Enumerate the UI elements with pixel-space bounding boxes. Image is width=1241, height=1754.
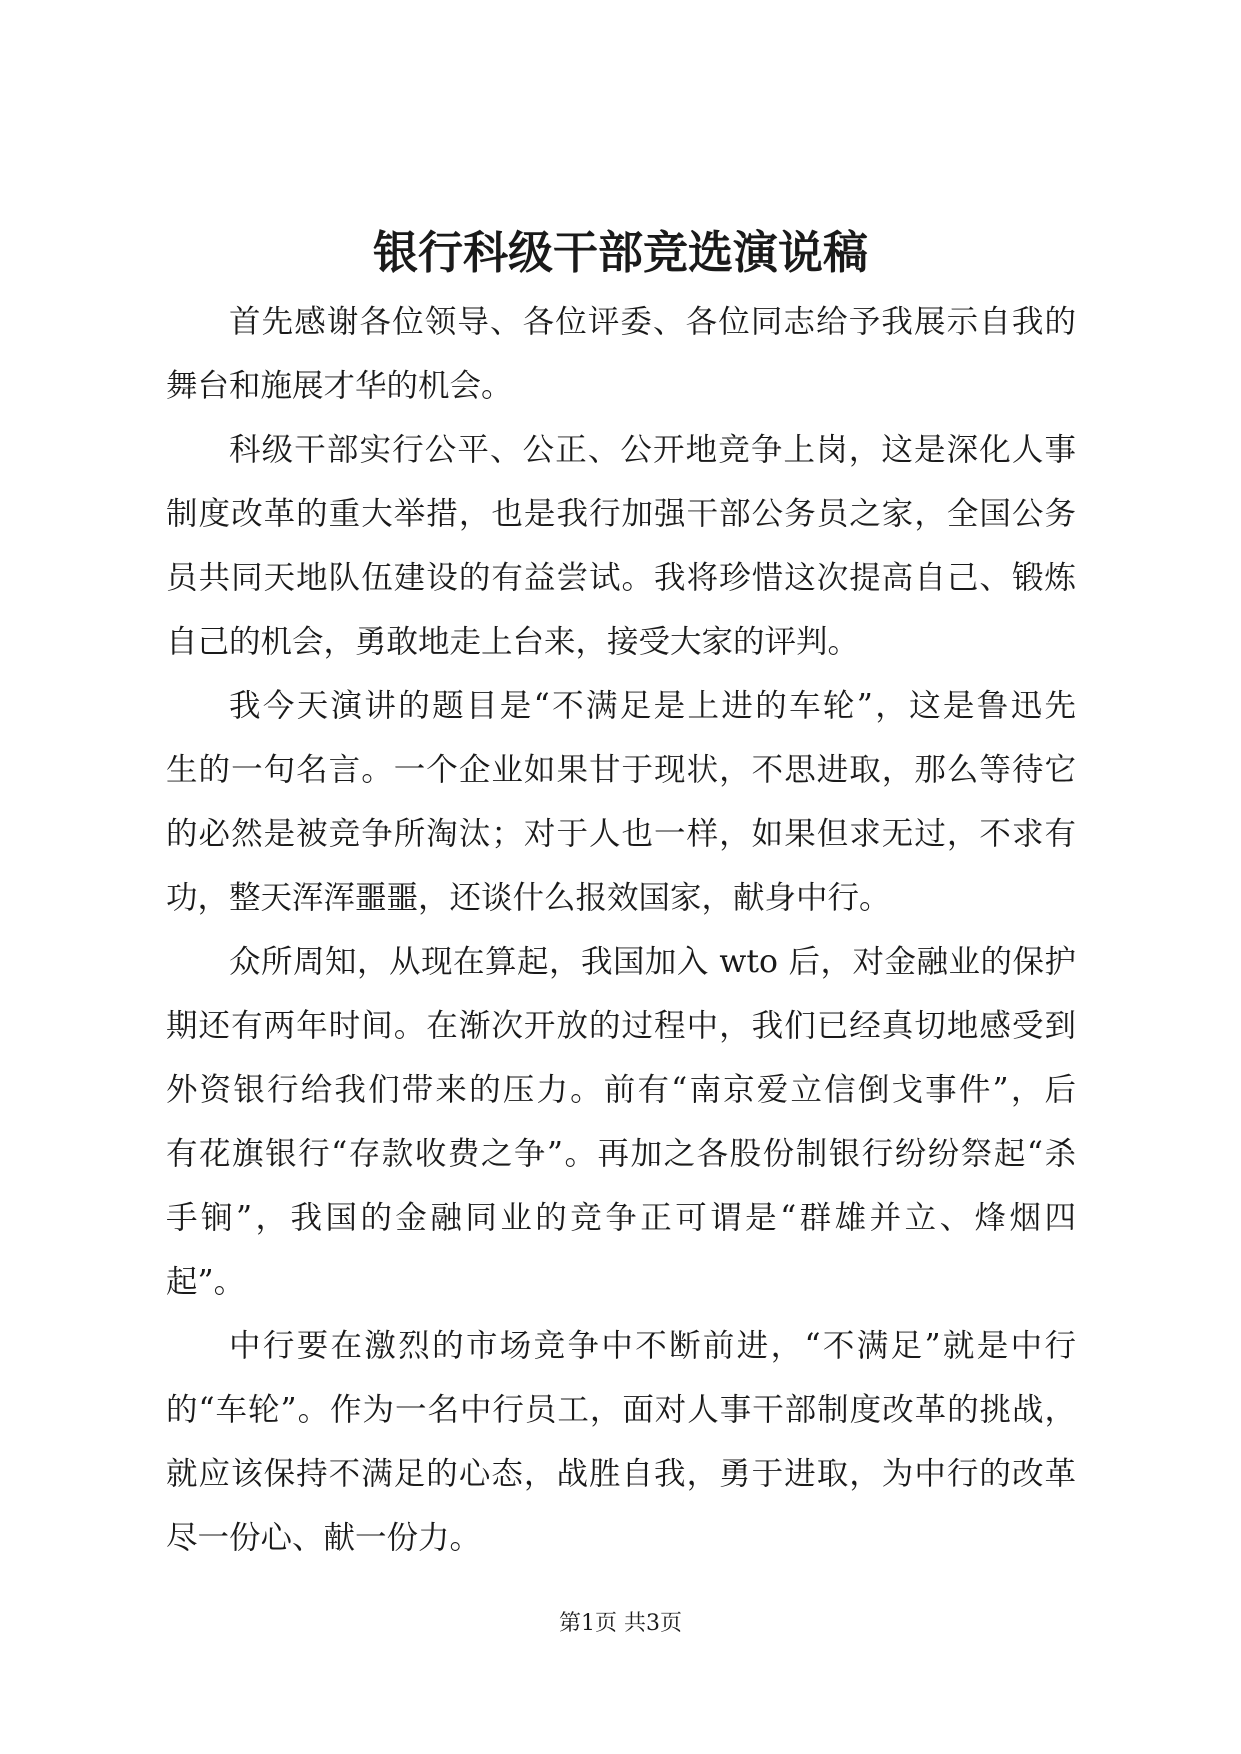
text-line: 科级干部实行公平、公正、公开地竞争上岗，这是深化人事 xyxy=(229,432,1076,468)
paragraph-4 xyxy=(166,930,1076,1314)
paragraph-1 xyxy=(166,290,1076,418)
text-line: 舞台和施展才华的机会。 xyxy=(166,368,513,404)
text-line: 起”。 xyxy=(166,1264,246,1300)
text-line: 自己的机会，勇敢地走上台来，接受大家的评判。 xyxy=(166,624,860,660)
text-line: 制度改革的重大举措，也是我行加强干部公务员之家，全国公务 xyxy=(166,496,1076,532)
text-line: 就应该保持不满足的心态，战胜自我，勇于进取，为中行的改革 xyxy=(166,1456,1076,1492)
text-line: 中行要在激烈的市场竞争中不断前进，“不满足”就是中行 xyxy=(229,1328,1076,1364)
text-line: 员共同天地队伍建设的有益尝试。我将珍惜这次提高自己、锻炼 xyxy=(166,560,1076,596)
text-line: 我今天演讲的题目是“不满足是上进的车轮”，这是鲁迅先 xyxy=(229,688,1076,724)
text-line: 的必然是被竞争所淘汰；对于人也一样，如果但求无过，不求有 xyxy=(166,816,1076,852)
text-line: 生的一句名言。一个企业如果甘于现状，不思进取，那么等待它 xyxy=(166,752,1076,788)
text-line: 首先感谢各位领导、各位评委、各位同志给予我展示自我的 xyxy=(229,304,1076,340)
paragraph-5 xyxy=(166,1314,1076,1570)
paragraph-3 xyxy=(166,674,1076,930)
text-line: 外资银行给我们带来的压力。前有“南京爱立信倒戈事件”，后 xyxy=(166,1072,1076,1108)
page-number-footer: 第1页 共3页 xyxy=(559,1611,682,1636)
text-line: 尽一份心、献一份力。 xyxy=(166,1520,482,1556)
text-line: 众所周知，从现在算起，我国加入 wto 后，对金融业的保护 xyxy=(229,944,1076,980)
document-body xyxy=(166,290,1076,1570)
text-line: 有花旗银行“存款收费之争”。再加之各股份制银行纷纷祭起“杀 xyxy=(166,1136,1076,1172)
text-line: 期还有两年时间。在渐次开放的过程中，我们已经真切地感受到 xyxy=(166,1008,1076,1044)
paragraph-2 xyxy=(166,418,1076,674)
text-line: 手锏”，我国的金融同业的竞争正可谓是“群雄并立、烽烟四 xyxy=(166,1200,1076,1236)
text-line: 的“车轮”。作为一名中行员工，面对人事干部制度改革的挑战， xyxy=(166,1392,1076,1428)
document-title: 银行科级干部竞选演说稿 xyxy=(372,226,868,279)
text-line: 功，整天浑浑噩噩，还谈什么报效国家，献身中行。 xyxy=(166,880,891,916)
